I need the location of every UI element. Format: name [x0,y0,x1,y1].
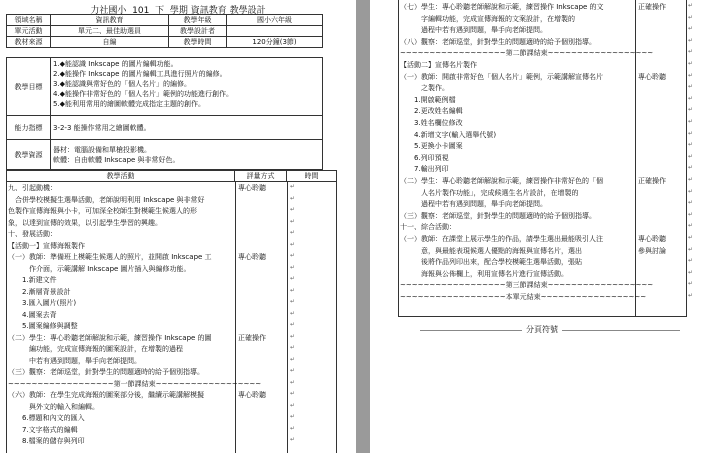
paragraph-mark: ↵ [688,118,694,125]
section-separator: ~~~~~~~~~~~~~~~~~~第二節課結束~~~~~~~~~~~~~~~~~~ [400,49,654,58]
activity-line: （八）觀察：老師巡堂，針對學生的問題適時的給予個別指導。 [400,37,596,46]
paragraph-mark: ↵ [688,106,694,114]
eval-col-header: 評量方式 [235,171,287,182]
paragraph-mark: ↵ [688,141,694,149]
paragraph-mark: ↵ [290,355,296,363]
activity-line: 意，與最能表現候選人優點的海報與宣傳名片，選出 [400,246,582,255]
goal-item: 1.◆能認識 Inkscape 的圖片編輯功能。 [53,60,178,68]
paragraph-mark: ↵ [290,332,296,340]
resource-item: 軟體：自由軟體 Inkscape 與非常好色。 [53,155,180,164]
info-value [227,26,323,37]
activity-line: 4.圖案去背 [8,310,57,319]
info-row [7,15,323,26]
paragraph-mark: ↵ [688,164,694,172]
eval-method: 專心聆聽 [238,253,266,261]
paragraph-mark: ↵ [688,48,694,56]
activity-line: 8.檔案的儲存與列印 [8,437,85,445]
goal-item: 4.◆能操作非常好色的「個人名片」範例的功能進行創作。 [53,90,234,98]
paragraph-mark: ↵ [290,413,296,420]
activity-line: 4.新增文字(輸入選舉代號) [400,130,497,139]
paragraph-mark: ↵ [290,390,296,397]
paragraph-mark: ↵ [688,83,694,91]
activity-line: 2.漸層背景設計 [8,287,71,296]
paragraph-mark: ↵ [290,275,296,282]
activity-line: （六）教師：在學生完成海報的圖案部分後，繼續示範講解模擬 [8,391,204,399]
activity-line: 6.標題和內文的匯入 [8,414,85,422]
activity-line: 與外文的輸入和編輯。 [8,402,99,411]
paragraph-mark: ↵ [688,94,694,102]
paragraph-mark: ↵ [688,36,694,44]
activity-line: 字編輯功能，完成宣傳海報的文案設計，在增製的 [400,14,575,23]
activity-line: 之製作。 [400,84,449,93]
info-label: 單元活動 [7,26,51,37]
info-row [7,26,323,37]
info-label: 教學年級 [169,15,227,26]
paragraph-mark: ↵ [688,245,694,253]
activity-line: 6.列印預視 [400,153,449,162]
eval-method: 專心聆聽 [638,72,666,81]
paragraph-mark: ↵ [688,25,694,33]
eval-method: 專心聆聽 [238,184,266,192]
paragraph-mark: ↵ [290,367,296,374]
goal-item: 3.◆能認識與常好色的「個人名片」的編修。 [53,80,192,88]
objectives-table [6,57,323,170]
section-separator: ~~~~~~~~~~~~~~~~~~第一節課結束~~~~~~~~~~~~~~~~~~ [8,379,262,388]
activity-line: 色製作宣傳海報與小卡，可加深全校師生對模範生候選人的形 [8,207,197,215]
activity-line: 3.姓名欄位修改 [400,119,463,127]
goal-item: 5.◆能利用常用的繪圖軟體完成指定主題的創作。 [53,100,206,108]
activity-line: 象，以達到宣傳的效果，以引起學生學習的興趣。 [8,218,162,227]
activity-line: 5.更換小卡圖案 [400,142,463,151]
activity-line: 後將作品列印出來，配合學校模範生選舉活動，張貼 [400,258,582,267]
info-value: 國小六年級 [227,15,323,26]
paragraph-mark: ↵ [688,187,694,195]
paragraph-mark: ↵ [290,321,296,328]
goal-item: 2.◆能操作 Inkscape 的圖片編輯工具進行照片的編修。 [53,70,227,78]
paragraph-mark: ↵ [290,436,296,443]
paragraph-mark: ↵ [290,401,296,409]
activity-line: 7.輸出列印 [400,165,449,174]
info-value: 單元二、最佳助選員 [51,26,169,37]
paragraph-mark: ↵ [688,280,694,288]
activity-line: 合併學校模擬生選舉活動，老師說明利用 Inkscape 與非常好 [8,195,205,204]
document-title: 力社國小 101 下 學期 資訊教育 教學設計 [90,6,266,16]
paragraph-mark: ↵ [290,217,296,225]
info-label: 教學時間 [169,37,227,48]
paragraph-mark: ↵ [688,268,694,276]
activity-line: （三）觀察：老師巡堂，針對學生的問題適時的給予個別指導。 [8,368,204,376]
activity-line: 過程中若有遇到問題，舉手向老師提問。 [400,26,547,35]
paragraph-mark: ↵ [290,309,296,317]
activity-line: （七）學生：專心聆聽老師解說和示範，練習操作 Inkscape 的文 [400,3,604,11]
activity-line: 2.更改姓名編輯 [400,107,463,116]
section-separator: ~~~~~~~~~~~~~~~~~~本單元結束~~~~~~~~~~~~~~~~~~ [400,293,647,301]
paragraph-mark: ↵ [688,257,694,265]
resource-item: 器材：電腦設備和單槍投影機。 [53,145,151,154]
goals-label: 教學目標 [7,58,51,116]
paragraph-mark: ↵ [290,183,296,190]
document-page-right [370,0,720,453]
info-label: 教材來源 [7,37,51,48]
paragraph-mark: ↵ [688,222,694,230]
activity-line: 編功能，完成宣傳海報的圖案設計，在增製的過程 [8,345,183,353]
page-gutter [356,0,370,453]
paragraph-mark: ↵ [290,240,296,248]
info-value: 自編 [51,37,169,48]
activity-line: 3.匯入圖片(照片) [8,299,77,307]
activity-line: （一）教師：準備班上模範生候選人的照片，並開啟 Inkscape 工 [8,253,212,261]
activity-line: 十一、綜合活動： [400,223,456,232]
eval-method: 正確操作 [238,333,266,342]
eval-method: 參與討論 [638,246,666,255]
activity-line: （二）學生：專心聆聽老師解說和示範，練習操作 Inkscape 的圖 [8,333,212,342]
info-label: 教學設計者 [169,26,227,37]
paragraph-mark: ↵ [290,378,296,386]
activity-line: 人名片製作功能」，完成候選生名片設計，在增製的 [400,188,579,197]
paragraph-mark: ↵ [688,2,694,9]
paragraph-mark: ↵ [688,234,694,241]
info-table [6,14,323,48]
page-break-label: 分頁符號 [522,324,562,335]
activity-line: 中若有遇到問題，舉手向老師提問。 [8,356,141,365]
eval-method: 專心聆聽 [638,235,666,243]
eval-method: 專心聆聽 [238,391,266,399]
paragraph-mark: ↵ [290,206,296,213]
paragraph-mark: ↵ [688,60,694,67]
activity-line: （三）觀察：老師巡堂，針對學生的問題適時的給予個別指導。 [400,211,596,220]
section-separator: ~~~~~~~~~~~~~~~~~~第三節課結束~~~~~~~~~~~~~~~~~~ [400,281,654,290]
activity-line: 7.文字格式的編輯 [8,425,78,434]
paragraph-mark: ↵ [688,71,694,79]
activity-line: 1.開啟範例檔 [400,95,456,104]
paragraph-mark: ↵ [290,298,296,305]
activity-col-header: 教學活動 [7,171,235,182]
paragraph-mark: ↵ [290,344,296,351]
paragraph-mark: ↵ [290,252,296,259]
document-page-left [0,0,356,453]
activity-line: 海報與公佈欄上，利用宣傳名片進行宣傳活動。 [400,269,568,278]
paragraph-mark: ↵ [290,286,296,294]
paragraph-mark: ↵ [688,152,694,160]
activity-line: 1.新建文件 [8,276,57,284]
paragraph-mark: ↵ [290,229,296,236]
activity-line: 過程中若有遇到問題，舉手向老師提問。 [400,200,547,209]
info-label: 領域名稱 [7,15,51,26]
paragraph-mark: ↵ [688,210,694,218]
activity-line: 十、發展活動： [8,230,57,238]
paragraph-mark: ↵ [290,194,296,202]
eval-method: 正確操作 [638,3,666,11]
activity-line: （一）教師：開啟非常好色「個人名片」範例，示範講解宣傳名片 [400,72,603,81]
info-value: 資訊教育 [51,15,169,26]
paragraph-mark: ↵ [688,292,694,299]
info-row [7,37,323,48]
paragraph-mark: ↵ [688,13,694,21]
paragraph-mark: ↵ [688,199,694,207]
info-value: 120分鐘(3節) [227,37,323,48]
eval-method: 正確操作 [638,177,666,185]
time-col-header: 時間 [287,171,337,182]
paragraph-mark: ↵ [688,176,694,183]
resources-label: 教學資源 [7,140,51,170]
activity-line: 【活動一】宣傳海報製作 [8,241,85,250]
activity-line: 作介面，示範講解 Inkscape 圖片插入與編修功能。 [8,264,191,273]
activity-line: （一）教師：在課堂上展示學生的作品，請學生選出最能吸引人注 [400,235,603,243]
paragraph-mark: ↵ [688,129,694,137]
ability-label: 能力指標 [7,116,51,140]
activity-line: 5.圖案編修與調整 [8,322,78,330]
ability-text: 3-2-3 能操作常用之繪圖軟體。 [51,116,323,140]
paragraph-mark: ↵ [290,424,296,432]
paragraph-mark: ↵ [290,263,296,271]
activity-line: 【活動二】宣傳名片製作 [400,61,477,69]
activity-line: （二）學生：專心聆聽老師解說和示範，練習操作非常好色的「個 [400,177,603,185]
activity-line: 九、引起動機： [8,184,57,192]
